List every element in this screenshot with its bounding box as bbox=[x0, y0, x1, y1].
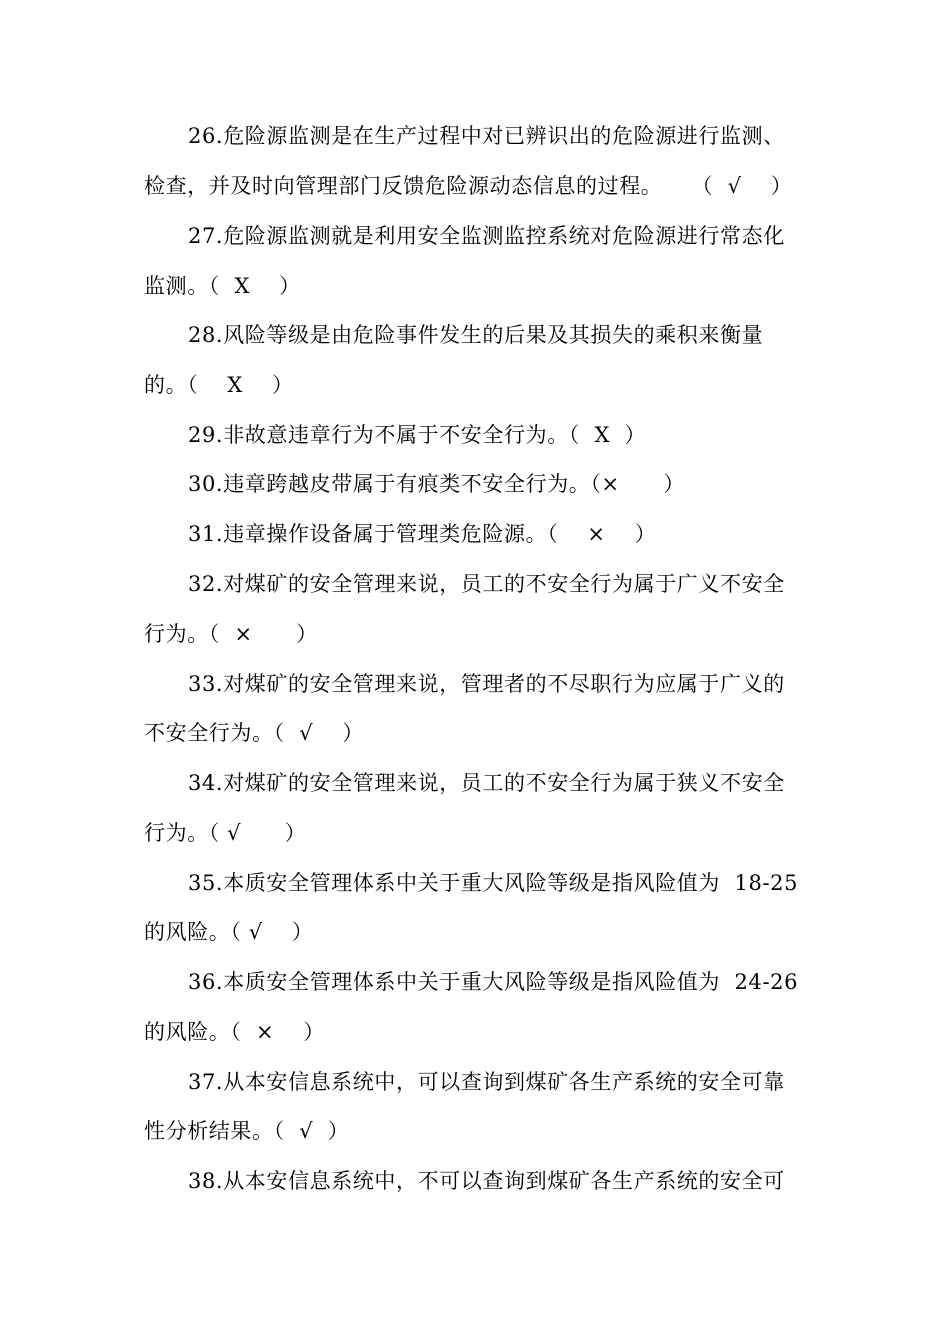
text-line: 检查，并及时向管理部门反馈危险源动态信息的过程。 （ √ ） bbox=[144, 174, 793, 198]
text-line: 的风险。（ × ） bbox=[144, 1020, 325, 1044]
text-line: 行为。（ √ ） bbox=[144, 821, 307, 845]
text-line: 不安全行为。（ √ ） bbox=[144, 721, 364, 745]
text-line: 性分析结果。（ √ ） bbox=[144, 1119, 350, 1143]
text-line: 30.违章跨越皮带属于有痕类不安全行为。（× ） bbox=[188, 472, 685, 496]
text-line: 37.从本安信息系统中，可以查询到煤矿各生产系统的安全可靠 bbox=[188, 1070, 785, 1094]
text-line: 36.本质安全管理体系中关于重大风险等级是指风险值为 24-26 bbox=[188, 970, 799, 994]
text-line: 29.非故意违章行为不属于不安全行为。（ X ） bbox=[188, 423, 647, 447]
text-line: 的风险。（ √ ） bbox=[144, 920, 314, 944]
text-line: 28.风险等级是由危险事件发生的后果及其损失的乘积来衡量 bbox=[188, 323, 764, 347]
text-line: 行为。（ × ） bbox=[144, 622, 318, 646]
text-line: 33.对煤矿的安全管理来说，管理者的不尽职行为应属于广义的 bbox=[188, 672, 785, 696]
text-line: 26.危险源监测是在生产过程中对已辨识出的危险源进行监测、 bbox=[188, 124, 785, 148]
text-line: 38.从本安信息系统中，不可以查询到煤矿各生产系统的安全可 bbox=[188, 1169, 785, 1193]
text-line: 31.违章操作设备属于管理类危险源。（ × ） bbox=[188, 522, 657, 546]
text-line: 34.对煤矿的安全管理来说，员工的不安全行为属于狭义不安全 bbox=[188, 771, 785, 795]
text-line: 的。（ X ） bbox=[144, 373, 294, 397]
text-line: 35.本质安全管理体系中关于重大风险等级是指风险值为 18-25 bbox=[188, 871, 799, 895]
text-line: 32.对煤矿的安全管理来说，员工的不安全行为属于广义不安全 bbox=[188, 572, 785, 596]
text-line: 27.危险源监测就是利用安全监测监控系统对危险源进行常态化 bbox=[188, 224, 785, 248]
text-line: 监测。（ X ） bbox=[144, 274, 301, 298]
